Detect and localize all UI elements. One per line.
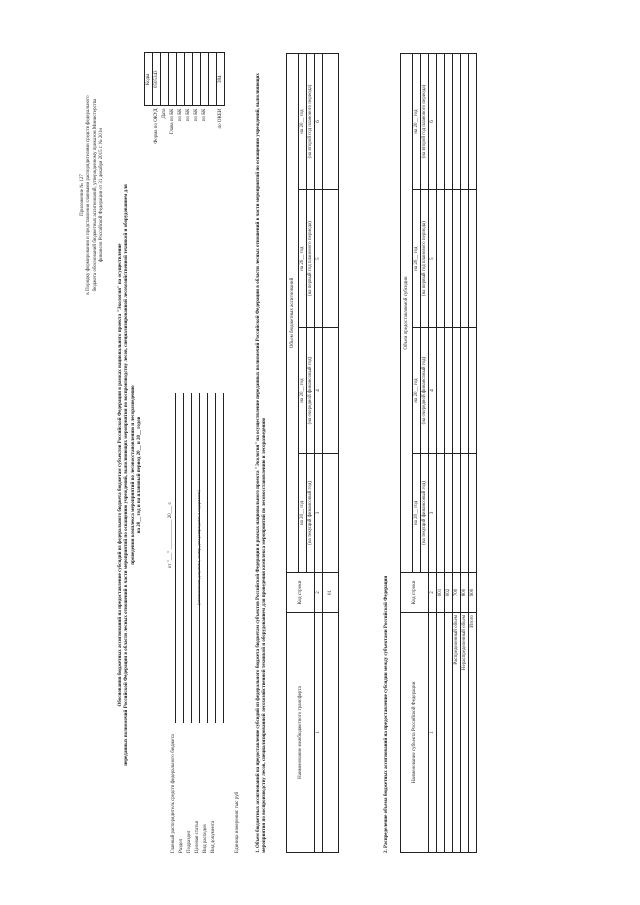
table-cell[interactable] — [437, 54, 445, 190]
table-cell[interactable] — [461, 453, 469, 572]
code-value — [201, 53, 209, 107]
code-label: Глава по БК — [170, 108, 175, 135]
field-label: Вид документа — [211, 820, 216, 853]
undistributed-total-label: Нераспределенный объем — [461, 613, 469, 853]
col-group-header: Объем бюджетных ассигнований — [287, 54, 299, 573]
unit-label: Единица измерения: тыс руб — [235, 791, 240, 853]
code-label: по БК — [186, 108, 191, 122]
title-line-3: проведения комплекса мероприятий по лесовосстановлению и лесоразведению — [130, 385, 136, 565]
code-value — [161, 53, 169, 107]
table-cell[interactable] — [453, 54, 461, 190]
column-number: 1 — [429, 613, 437, 853]
year-header: на 20__ год — [299, 328, 307, 454]
column-number: 2 — [315, 573, 323, 613]
title-line-1: Обоснования бюджетных ассигнований на предоставление субсидий из федерального бюджета бюджетам субъектов Российской Федерации в рамках национального проекта "Экология" на осуществление — [118, 243, 123, 707]
code-label — [209, 106, 217, 164]
table-cell[interactable] — [461, 328, 469, 454]
code-label: по ОКЕИ — [218, 108, 223, 129]
column-number: 2 — [429, 573, 437, 613]
document-title — [118, 165, 143, 785]
table-cell[interactable] — [469, 453, 477, 572]
row-code: 900 — [469, 573, 477, 613]
document-hint: (наименование документа, номер, дата утверждения и содержание) — [196, 490, 201, 605]
year-header: на 20__ год — [299, 453, 307, 572]
title-line-2: переданных полномочий Российской Федерации в области лесных отношений в части мероприятий по оснащению учреждений, выполняющих мероприятия по воспроизводству лесов, специализированной лесохозяйственной техникой и оборудованием для — [124, 184, 130, 766]
code-value — [177, 53, 185, 107]
field-label: Подраздел — [187, 830, 192, 853]
col-header-code: Код строки — [401, 573, 429, 613]
field-label: Вид расходов — [203, 824, 208, 853]
grand-total-label: Итого — [469, 613, 477, 853]
table-cell[interactable] — [453, 190, 461, 328]
field-input-line[interactable] — [194, 393, 200, 723]
year-subheader: (на второй год планового периода) — [421, 54, 429, 190]
year-header: на 20__ год — [413, 54, 421, 190]
table-cell[interactable] — [469, 54, 477, 190]
year-subheader: (на первый год планового периода) — [307, 190, 315, 328]
distributed-total-label: Распределенный объем — [453, 613, 461, 853]
table-cell[interactable] — [445, 54, 453, 190]
code-value: 384 — [217, 53, 225, 107]
code-value — [209, 53, 217, 107]
section-2-heading: 2. Распределение объема бюджетных ассигнований на предоставление субсидии между субъектами Российской Федерации — [384, 575, 389, 853]
table-cell[interactable] — [469, 190, 477, 328]
code-label: Форма по ОКУД — [154, 108, 159, 144]
code-value — [169, 53, 177, 107]
column-number: 4 — [429, 328, 437, 454]
field-input-line[interactable] — [202, 393, 208, 723]
field-row — [216, 393, 224, 853]
year-subheader: (на первый год планового периода) — [421, 190, 429, 328]
table-cell[interactable] — [323, 453, 339, 572]
budget-table — [286, 53, 339, 853]
code-label: Дата — [162, 108, 167, 119]
field-row — [208, 393, 216, 853]
row-code: 002 — [445, 573, 453, 613]
title-line-4: на 20__ год и на плановый период 20__ и 20__ годов — [136, 416, 142, 534]
field-label: Целевая статья — [195, 821, 200, 853]
column-number: 1 — [315, 613, 323, 853]
column-number: 6 — [429, 54, 437, 190]
table-cell[interactable] — [323, 54, 339, 190]
table-cell[interactable] — [461, 54, 469, 190]
col-header-name: Наименование межбюджетного трансферта — [287, 613, 315, 853]
year-subheader: (на текущий финансовый год) — [421, 453, 429, 572]
year-header: на 20__ год — [299, 54, 307, 190]
table-cell[interactable] — [323, 613, 339, 853]
year-header: на 20__ год — [413, 453, 421, 572]
codes-header: Коды — [145, 53, 153, 107]
table-cell[interactable] — [453, 453, 461, 572]
column-number: 3 — [429, 453, 437, 572]
field-input-line[interactable] — [210, 393, 216, 723]
column-number: 5 — [315, 190, 323, 328]
table-cell[interactable] — [437, 190, 445, 328]
field-row — [176, 393, 184, 853]
row-code: 800 — [461, 573, 469, 613]
code-label: по БК — [178, 108, 183, 122]
table-cell[interactable] — [445, 328, 453, 454]
code-label: по БК — [202, 108, 207, 122]
year-header: на 20__ год — [413, 328, 421, 454]
annex-line-4: финансов Российской Федерации от 31 декабря 2015 г. № 201н — [98, 127, 104, 263]
table-cell[interactable] — [323, 328, 339, 454]
date-line: от "___" ____________ 20___ г. — [168, 501, 173, 569]
year-subheader: (на второй год планового периода) — [307, 54, 315, 190]
table-cell[interactable] — [453, 328, 461, 454]
code-value: 0505343 — [153, 53, 161, 107]
col-header-code: Код строки — [287, 573, 315, 613]
row-code: 700 — [453, 573, 461, 613]
year-subheader: (на очередной финансовый год) — [421, 328, 429, 454]
section-1-heading: 1. Объем бюджетных ассигнований на предоставление субсидий из федерального бюджета бюджетам субъектов Российской Федерации в рамках национального проекта "Экология" на осуществление переданных полномочий Российской Федерации в области лесных отношений в части мероприятий по оснащению учреждений, выполняющих мероприятия по воспроизводству лесов, специализированной лесохозяйственной техникой и оборудованием для проведения комплекса мероприятий по лесовосстановлению и лесоразведению — [256, 73, 268, 853]
field-input-line[interactable] — [178, 393, 184, 723]
field-input-line[interactable] — [218, 393, 224, 723]
year-subheader: (на очередной финансовый год) — [307, 328, 315, 454]
field-input-line[interactable] — [186, 393, 192, 723]
field-row — [168, 393, 176, 853]
table-cell[interactable] — [437, 328, 445, 454]
unit-row — [232, 393, 240, 853]
table-cell[interactable] — [445, 453, 453, 572]
field-row — [192, 393, 200, 853]
table-cell[interactable] — [469, 328, 477, 454]
code-value — [185, 53, 193, 107]
region-name[interactable] — [437, 613, 445, 853]
column-number: 3 — [315, 453, 323, 572]
year-header: на 20__ год — [413, 190, 421, 328]
row-code: 01 — [323, 573, 339, 613]
column-number: 6 — [315, 54, 323, 190]
form-fields — [168, 393, 240, 853]
codes-box — [144, 52, 225, 164]
code-value — [193, 53, 201, 107]
code-label: по БК — [194, 108, 199, 122]
year-header: на 20__ год — [299, 190, 307, 328]
col-header-name: Наименование субъекта Российской Федерации — [401, 613, 429, 853]
field-row — [184, 393, 192, 853]
table-cell[interactable] — [445, 190, 453, 328]
field-label: Главный распорядитель средств федерального бюджета — [171, 734, 176, 853]
column-number: 4 — [315, 328, 323, 454]
field-row — [200, 393, 208, 853]
field-input-line[interactable] — [170, 393, 176, 723]
table-cell[interactable] — [437, 453, 445, 572]
region-name[interactable] — [445, 613, 453, 853]
column-number: 5 — [429, 190, 437, 328]
table-cell[interactable] — [461, 190, 469, 328]
annex-line-1: Приложение № 127 — [80, 174, 85, 216]
distribution-table — [400, 53, 477, 853]
year-subheader: (на текущий финансовый год) — [307, 453, 315, 572]
field-label: Раздел — [179, 838, 184, 853]
row-code: 001 — [437, 573, 445, 613]
col-group-header: Объем предоставляемой субсидии — [401, 54, 413, 573]
annex-line-2: к Порядку формирования и представления главными распорядителями средств федерального — [86, 95, 92, 295]
annex-line-3: бюджета обоснований бюджетных ассигнований, утвержденному приказом Министерства — [92, 98, 98, 292]
table-cell[interactable] — [323, 190, 339, 328]
annex-header — [80, 45, 105, 345]
